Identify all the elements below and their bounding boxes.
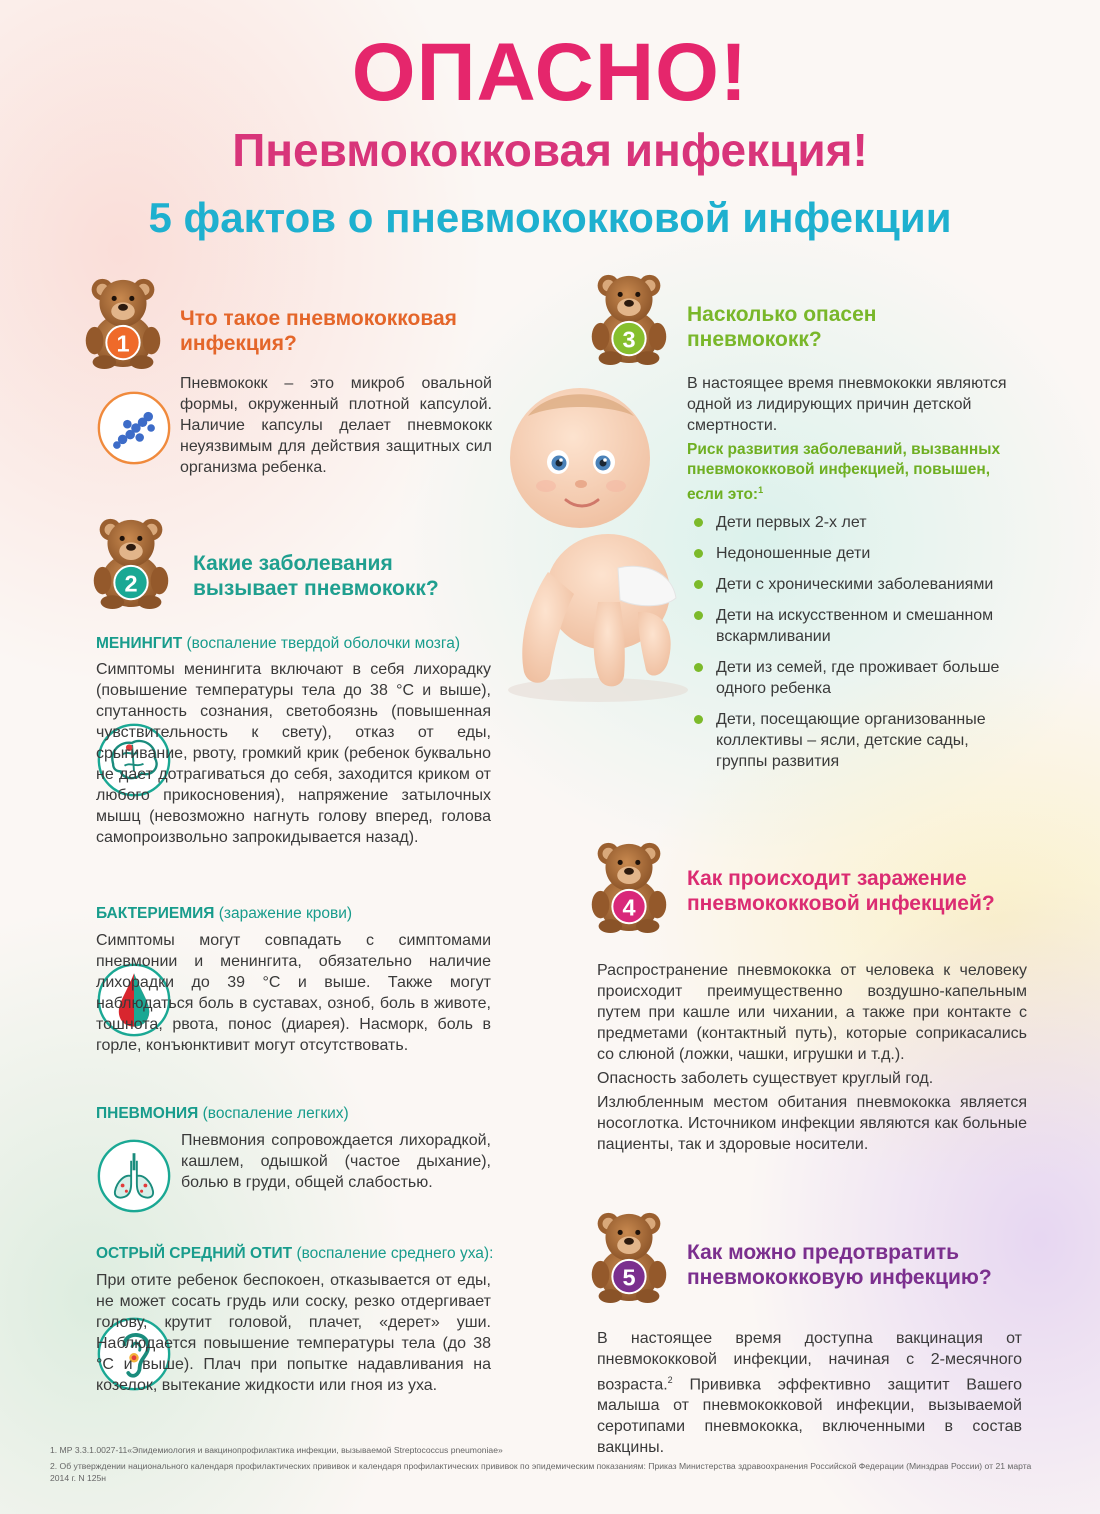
otitis-heading — [96, 1244, 516, 1264]
fact2-title — [193, 551, 493, 601]
pneumonia-name: ПНЕВМОНИЯ — [96, 1105, 199, 1122]
bullet-dot-icon — [694, 611, 703, 620]
bullet-dot-icon — [694, 663, 703, 672]
poster-subtitle: Пневмококковая инфекция! — [232, 124, 868, 176]
meningitis-text: Симптомы менингита включают в себя лихорадку (повышение температуры тела до 38 °С и выше), спутанность сознания, светобоязнь (повышенная чувствительность к свету), отказ от еды, срыгивание, рвоту, громкий крик (ребенок буквально не дает дотрагиваться до себя, заходится криком от любого прикосновения), напряжение затылочных мышц (невозможно нагнуть голову вперед, голова самопроизвольно запрокидывается назад). — [96, 661, 491, 846]
footnote-2: 2. Об утверждении национального календаря профилактических прививок и календаря профилактических прививок по эпидемическим показаниям: Приказ Министерства здравоохранения Российской Федерации (Минздрав России) от 21 марта 2014 г. N 125н — [50, 1461, 1032, 1483]
fact1-title — [180, 306, 510, 356]
bacteremia-name: БАКТЕРИЕМИЯ — [96, 905, 215, 922]
fact3-title-line2: пневмококк? — [687, 328, 822, 351]
bacteria-icon — [96, 390, 172, 466]
bullet-dot-icon — [694, 580, 703, 589]
fact2-title-line2: вызывает пневмококк? — [193, 577, 439, 600]
risk-title-text: Риск развития заболеваний, вызванных пневмококковой инфекцией, повышен, если это: — [687, 441, 1001, 504]
fact5-title-line1: Как можно предотвратить — [687, 1241, 960, 1264]
badge-1-number: 1 — [116, 330, 130, 357]
fact1-title-line2: инфекция? — [180, 332, 297, 355]
footnotes — [50, 1444, 1050, 1484]
fact4-p2: Опасность заболеть существует круглый год. — [597, 1070, 934, 1087]
fact5-text: В настоящее время доступна вакцинация от пневмококковой инфекции, начиная с 2-месячного возраста.$^2$ Прививка эффективно защитит Вашего малыша от пневмококковой инфекции, вызываемой серотипами пневмококка, включенными в состав вакцины. — [597, 1330, 1022, 1457]
otitis-text: При отите ребенок беспокоен, отказывается от еды, не может сосать грудь или соску, резко отдергивает голову, крутит головой, плачет, «дерет» уши. Наблюдается повышение температуры тела (до 38 °С и выше). Плач при попытке надавливания на козелок, вытекание жидкости или гноя из уха. — [96, 1272, 491, 1394]
risk-item: Дети на искусственном и смешанном вскармливании — [690, 605, 1020, 647]
pneumonia-note: (воспаление легких) — [202, 1105, 349, 1122]
risk-item: Дети из семей, где проживает больше одного ребенка — [690, 657, 1020, 699]
fact5-title — [687, 1240, 1047, 1290]
fact4-p3: Излюбленным местом обитания пневмококка является носоглотка. Источником инфекции являются как больные пациенты, так и здоровые носители. — [597, 1094, 1027, 1153]
baby-illustration — [488, 372, 688, 712]
lungs-icon — [96, 1138, 172, 1214]
bacteremia-note: (заражение крови) — [218, 905, 353, 922]
fact4-p1: Распространение пневмококка от человека к человеку происходит преимущественно воздушно-капельным путем при кашле или чихании, а также при контакте с предметами (контактный путь), которые соприкасались со слюной (ложки, чашки, игрушки и т.д.). — [597, 962, 1027, 1063]
vaccine-footnote-ref: 2 — [667, 1375, 673, 1385]
fact3-title — [687, 302, 987, 352]
bullet-dot-icon — [694, 549, 703, 558]
teddy-bear-1-icon — [80, 272, 166, 370]
fact1-title-line1: Что такое пневмококковая — [180, 307, 457, 330]
pneumonia-heading — [96, 1104, 516, 1124]
teddy-bear-4-icon — [586, 836, 672, 934]
teddy-bear-5-icon — [586, 1206, 672, 1304]
badge-5-number: 5 — [622, 1264, 636, 1291]
otitis-note: (воспаление среднего уха): — [296, 1245, 494, 1262]
poster-title: ОПАСНО! — [351, 27, 749, 118]
fact3-title-line1: Насколько опасен — [687, 303, 877, 326]
risk-item: Дети, посещающие организованные коллективы – ясли, детские сады, группы развития — [690, 709, 1020, 772]
fact3-text: В настоящее время пневмококки являются одной из лидирующих причин детской смертности. — [687, 375, 1007, 434]
risk-footnote-ref: 1 — [758, 485, 764, 495]
bacteremia-heading — [96, 904, 516, 924]
risk-title — [687, 440, 1022, 505]
meningitis-note: (воспаление твердой оболочки мозга) — [186, 635, 460, 652]
risk-item: Дети с хроническими заболеваниями — [690, 574, 1020, 595]
badge-4-number: 4 — [622, 894, 636, 921]
fact5-title-line2: пневмококковую инфекцию? — [687, 1266, 992, 1289]
teddy-bear-3-icon — [586, 268, 672, 366]
otitis-name: ОСТРЫЙ СРЕДНИЙ ОТИТ — [96, 1245, 293, 1262]
fact4-title-line1: Как происходит заражение — [687, 867, 967, 890]
teddy-bear-2-icon — [88, 512, 174, 610]
bullet-dot-icon — [694, 715, 703, 724]
risk-item: Дети первых 2-х лет — [690, 512, 1020, 533]
pneumonia-text: Пневмония сопровождается лихорадкой, кашлем, одышкой (частое дыхание), болью в груди, общей слабостью. — [181, 1132, 491, 1191]
fact2-title-line1: Какие заболевания — [193, 552, 393, 575]
poster-tagline: 5 фактов о пневмококковой инфекции — [148, 194, 952, 241]
fact4-title — [687, 866, 1047, 916]
risk-item: Недоношенные дети — [690, 543, 1020, 564]
bacteremia-text: Симптомы могут совпадать с симптомами пневмонии и менингита, обязательно наличие лихорадки до 39 °С и выше. Также могут наблюдаться боль в суставах, озноб, боль в животе, тошнота, рвота, понос (диарея). Насморк, боль в горле, конъюнктивит могут отсутствовать. — [96, 932, 491, 1054]
badge-2-number: 2 — [124, 570, 138, 597]
risk-list — [690, 512, 1020, 782]
badge-3-number: 3 — [622, 326, 636, 353]
meningitis-name: МЕНИНГИТ — [96, 635, 183, 652]
fact1-text: Пневмококк – это микроб овальной формы, окруженный плотной капсулой. Наличие капсулы делает пневмококк неуязвимым для действия защитных сил организма ребенка. — [180, 375, 492, 476]
fact4-title-line2: пневмококковой инфекцией? — [687, 892, 995, 915]
footnote-1: 1. МР 3.3.1.0027-11«Эпидемиология и вакцинопрофилактика инфекции, вызываемой Streptococcus pneumoniae» — [50, 1445, 503, 1455]
meningitis-heading — [96, 634, 516, 654]
bullet-dot-icon — [694, 518, 703, 527]
